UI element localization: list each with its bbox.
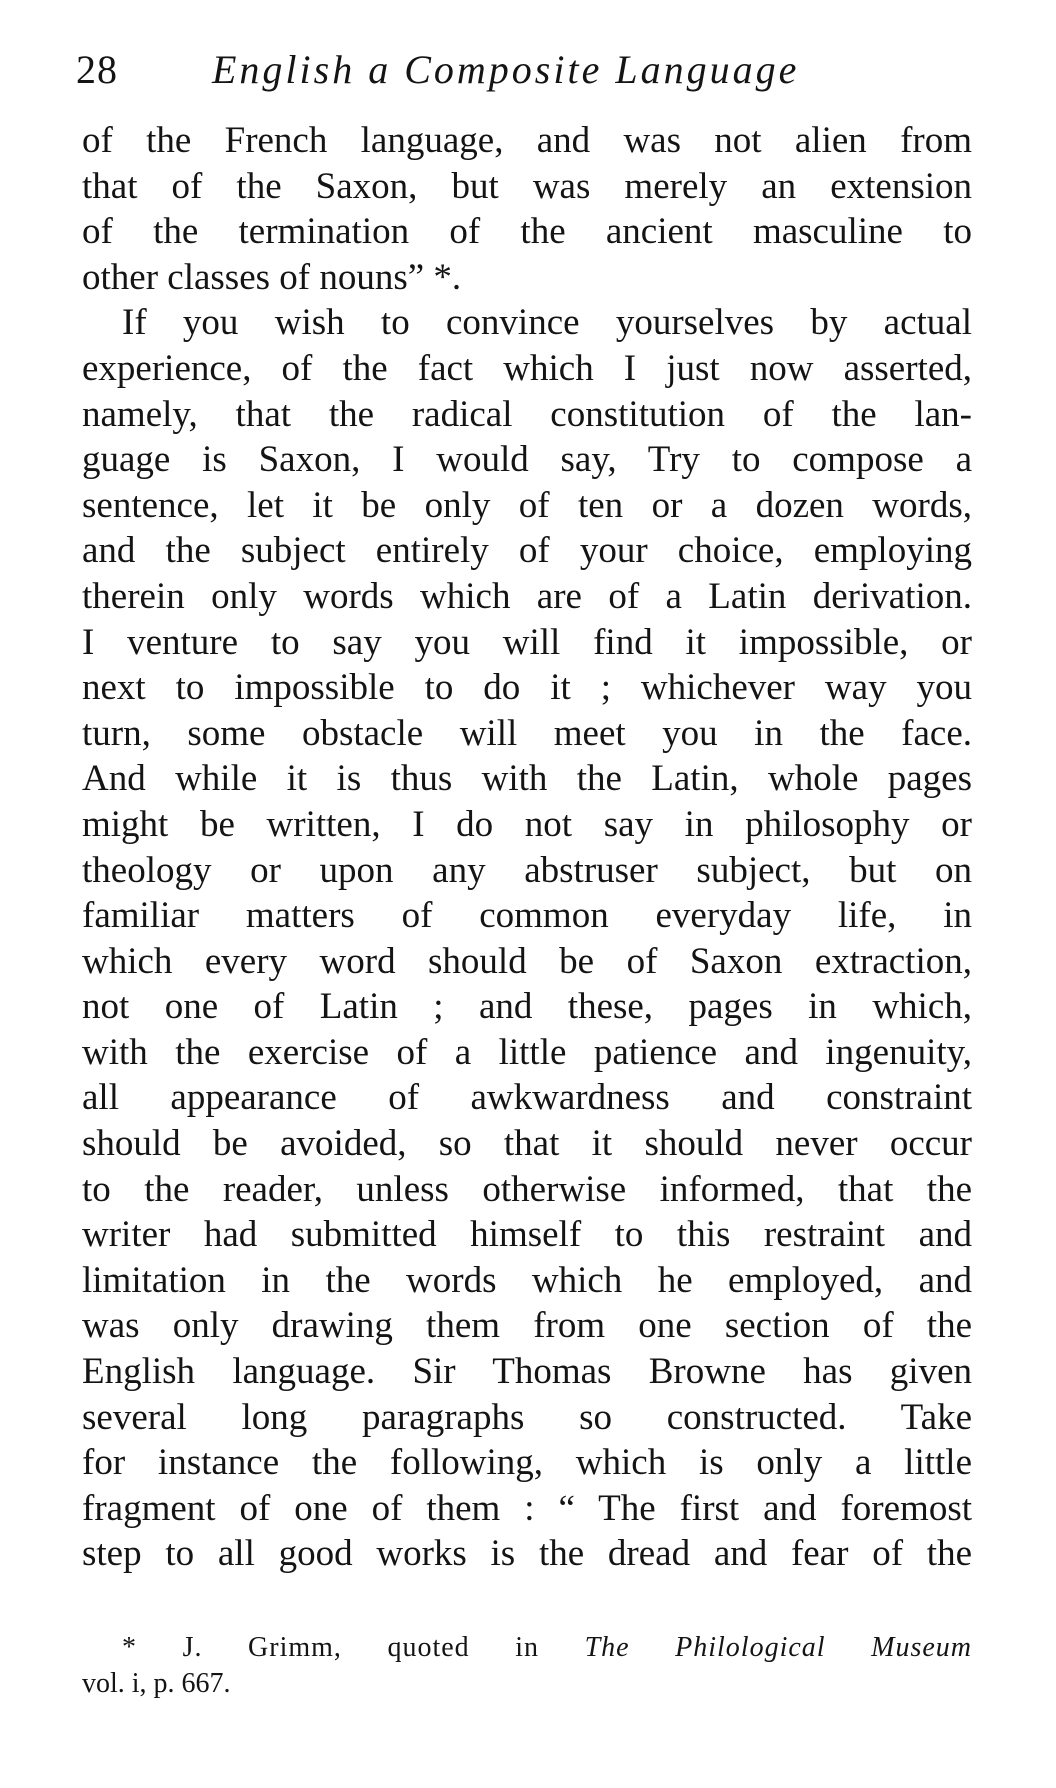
body-text xyxy=(82,118,972,1577)
text-line: therein only words which are of a Latin derivation. xyxy=(82,575,972,617)
text-line: should be avoided, so that it should never occur xyxy=(82,1123,972,1165)
text-line: writer had submitted himself to this restraint and xyxy=(82,1214,972,1256)
text-line: And while it is thus with the Latin, whole pages xyxy=(82,758,972,800)
running-title: English a Composite Language xyxy=(212,47,800,92)
text-line: for instance the following, which is only a little xyxy=(82,1442,972,1484)
text-line: turn, some obstacle will meet you in the face. xyxy=(82,712,972,754)
text-line: might be written, I do not say in philosophy or xyxy=(82,803,972,845)
text-line: of the French language, and was not alien from xyxy=(82,120,972,161)
page-header xyxy=(76,40,896,100)
footnote xyxy=(82,1630,972,1702)
text-line: was only drawing them from one section of the xyxy=(82,1305,972,1347)
text-line: English language. Sir Thomas Browne has given xyxy=(82,1351,972,1393)
footnote-line xyxy=(82,1630,972,1666)
text-line: step to all good works is the dread and fear of the xyxy=(82,1533,972,1575)
text-line: fragment of one of them : “ The first and foremost xyxy=(82,1487,972,1529)
text-line: limitation in the words which he employed, and xyxy=(82,1259,972,1301)
text-line: experience, of the fact which I just now asserted, xyxy=(82,347,972,389)
text-line: theology or upon any abstruser subject, but on xyxy=(82,849,972,891)
text-line: several long paragraphs so constructed. Take xyxy=(82,1396,972,1438)
text-line: all appearance of awkwardness and constraint xyxy=(82,1077,972,1119)
text-line: guage is Saxon, I would say, Try to compose a xyxy=(82,439,972,481)
text-line: familiar matters of common everyday life, in xyxy=(82,895,972,937)
text-line: next to impossible to do it ; whichever way you xyxy=(82,667,972,709)
footnote-author: J. Grimm, quoted in xyxy=(182,1632,540,1663)
text-line: I venture to say you will find it impossible, or xyxy=(82,621,972,663)
text-line: which every word should be of Saxon extraction, xyxy=(82,940,972,982)
text-line: that of the Saxon, but was merely an extension xyxy=(82,165,972,207)
text-line: other classes of nouns” *. xyxy=(82,256,462,298)
text-line: to the reader, unless otherwise informed, that the xyxy=(82,1168,972,1210)
page-number: 28 xyxy=(76,47,118,92)
footnote-citation: vol. i, p. 667. xyxy=(82,1668,231,1699)
text-line: with the exercise of a little patience and ingenuity, xyxy=(82,1031,972,1073)
footnote-marker: * xyxy=(122,1632,137,1663)
text-line: sentence, let it be only of ten or a dozen words, xyxy=(82,484,972,526)
text-line: If you wish to convince yourselves by actual xyxy=(122,302,972,344)
text-line: and the subject entirely of your choice, employing xyxy=(82,530,972,572)
text-line: of the termination of the ancient masculine to xyxy=(82,211,972,253)
text-line: namely, that the radical constitution of the lan- xyxy=(82,393,972,435)
footnote-work-title: The Philological Museum xyxy=(584,1632,972,1663)
text-line: not one of Latin ; and these, pages in which, xyxy=(82,986,972,1028)
